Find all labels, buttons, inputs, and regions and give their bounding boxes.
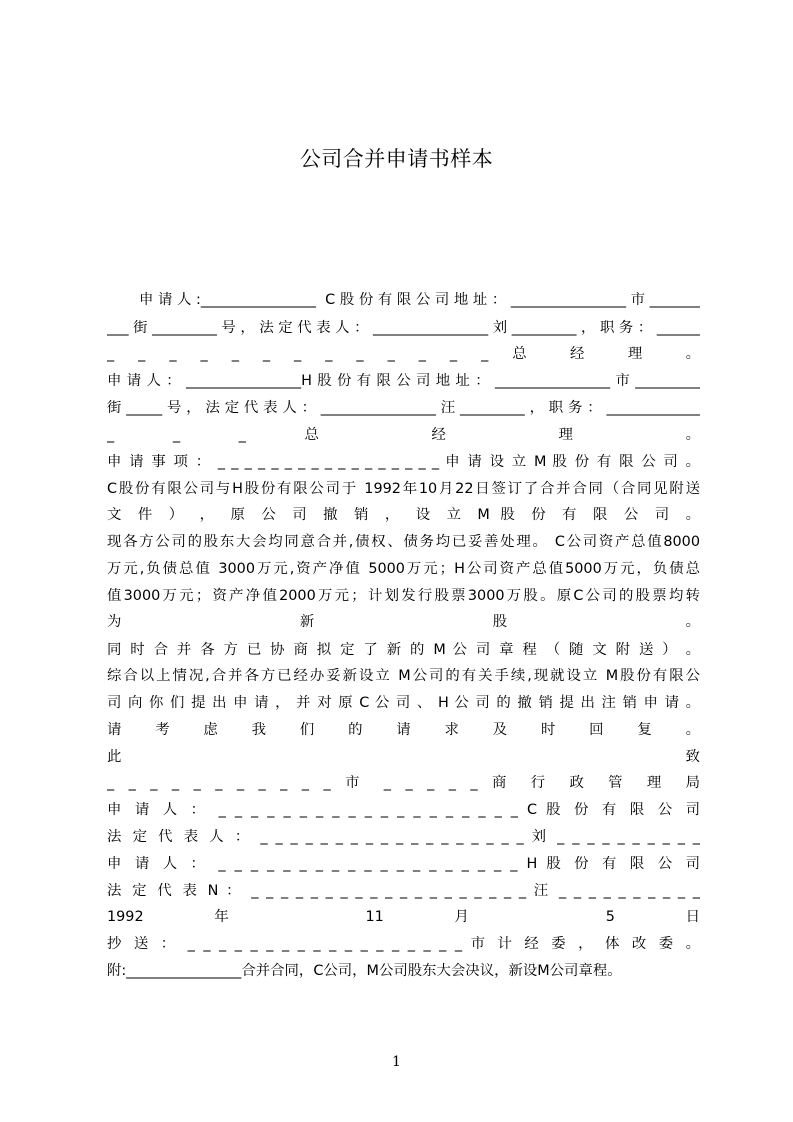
- text-line: C股份有限公司与H股份有限公司于 1992年10月22日签订了合并合同（合同见附送: [107, 481, 700, 497]
- text-line: 文 件 ） ， 原 公 司 撤 销 ， 设 立 M 股 份 有 限 公 司 。: [107, 507, 700, 523]
- text-line: 1992 年 11 月 5 日: [107, 909, 700, 925]
- page-number: 1: [392, 1054, 401, 1070]
- text-line: 申请人:________________ C股份有限公司地址：________________市_______: [139, 292, 700, 308]
- text-line: 为 新 股 。: [107, 614, 700, 630]
- text-line: 万元,负债总值 3000万元,资产净值 5000万元；H公司资产总值5000万元，负债总: [107, 561, 700, 577]
- text-line: 综合以上情况,合并各方已经办妥新设立 M公司的有关手续,现就设立 M股份有限公: [107, 668, 700, 684]
- page-title: 公司合并申请书样本: [299, 147, 494, 171]
- text-line: 申 请 人 ： _ _ _ _ _ _ _ _ _ _ _ _ _ _ _ _ _ _ _ H 股 份 有 限 公 司: [107, 856, 700, 872]
- text-line: 法 定 代 表 人 ： _ _ _ _ _ _ _ _ _ _ _ _ _ _ _ _ _ _ 刘 _ _ _ _ _ _ _ _ _ _: [107, 829, 700, 845]
- text-line: _ _ _ _ _ _ _ _ _ _ _ _ _ 总 经 理 。: [107, 346, 700, 362]
- text-line: 此 致: [107, 749, 700, 765]
- text-line: 同 时 合 并 各 方 已 协 商 拟 定 了 新 的 M 公 司 章 程 （ 随 文 附 送 ） 。: [107, 642, 700, 658]
- text-line: 附:________________合并合同，C公司，M公司股东大会决议，新设M公司章程。: [107, 963, 622, 979]
- text-line: 抄 送 ： _ _ _ _ _ _ _ _ _ _ _ _ _ _ _ _ _ _ 市 计 经 委 ， 体 改 委 。: [107, 936, 700, 952]
- text-line: _ _ _ _ _ _ _ _ _ _ _ 市 _ _ _ _ _ 商 行 政 管 理 局: [107, 775, 700, 791]
- text-line: 现各方公司的股东大会均同意合并,债权、债务均已妥善处理。 C公司资产总值8000: [107, 534, 700, 550]
- text-line: _ _ _ 总 经 理 。: [107, 427, 700, 443]
- text-line: 申请人：________________H股份有限公司地址：________________市_________: [107, 373, 700, 389]
- text-line: 申 请 人 ： _ _ _ _ _ _ _ _ _ _ _ _ _ _ _ _ _ _ _ C 股 份 有 限 公 司: [107, 802, 700, 818]
- text-line: 值3000万元；资产净值2000万元；计划发行股票3000万股。原C公司的股票均转: [107, 588, 700, 604]
- text-line: 申 请 事 项 ： _ _ _ _ _ _ _ _ _ _ _ _ _ _ _ _ _ 申 请 设 立 M 股 份 有 限 公 司 。: [107, 454, 700, 470]
- text-line: 街_____号，法定代表人：________________汪_________，职务：_____________: [107, 400, 700, 416]
- text-line: 请 考 虑 我 们 的 请 求 及 时 回 复 。: [107, 722, 700, 738]
- text-line: 法 定 代 表 N ： _ _ _ _ _ _ _ _ _ _ _ _ _ _ _ _ _ _ _ 汪 _ _ _ _ _ _ _ _ _ _: [107, 883, 700, 899]
- text-line: ___街_________号，法定代表人：________________刘_________，职务：______: [107, 320, 700, 336]
- text-line: 司 向 你 们 提 出 申 请 ， 并 对 原 C 公 司 、 H 公 司 的 撤 销 提 出 注 销 申 请 。: [107, 695, 700, 711]
